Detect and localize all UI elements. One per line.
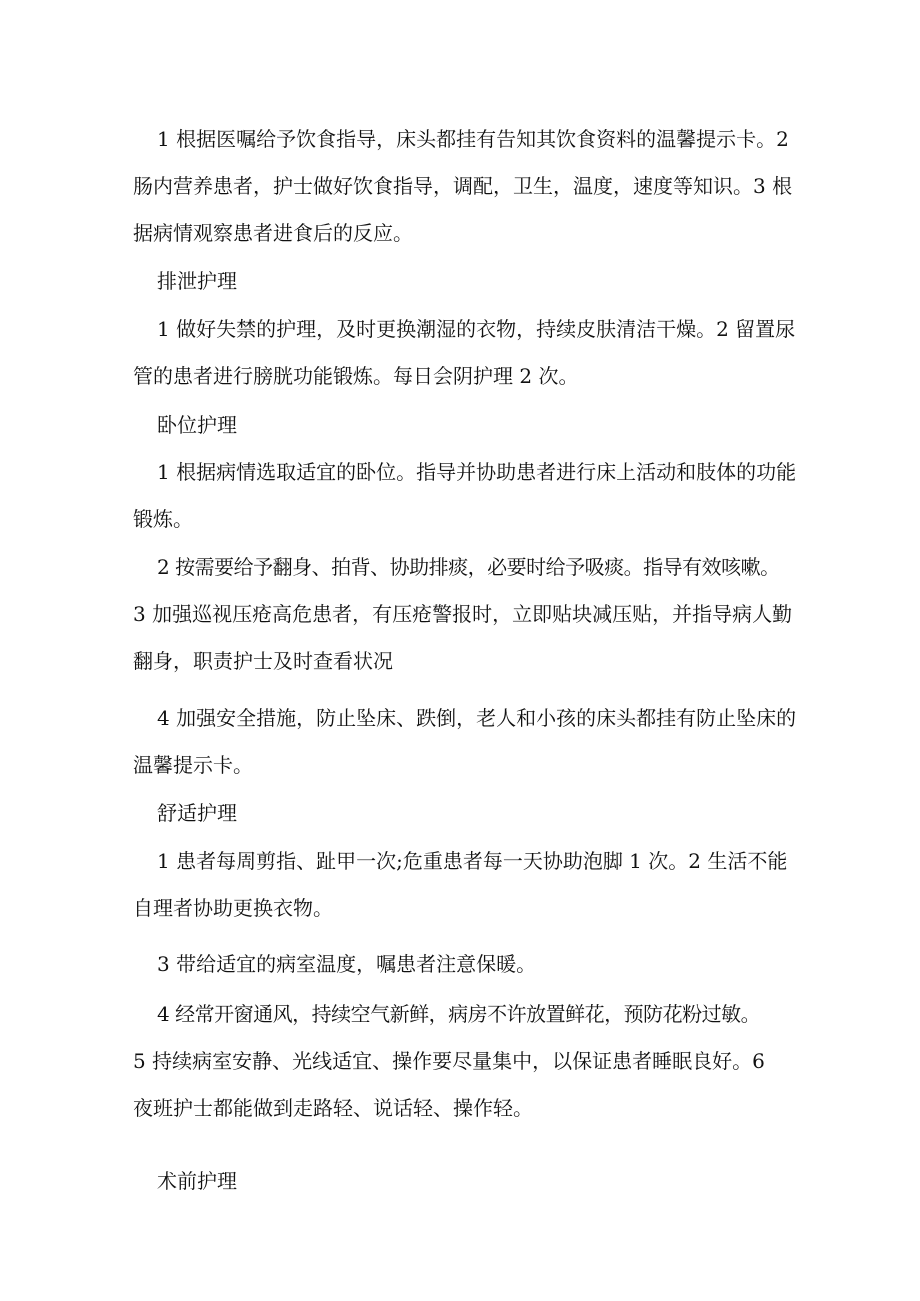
preop-heading: 术前护理 <box>157 1169 237 1193</box>
position-paragraph-3 <box>133 695 798 789</box>
comfort-p2-line-1: 3 带给适宜的病室温度，嘱患者注意保暖。 <box>157 952 537 976</box>
position-p2-line-2: 3 加强巡视压疮高危患者，有压疮警报时，立即贴块减压贴，并指导病人勤 <box>133 602 793 626</box>
comfort-paragraph-2 <box>133 941 798 988</box>
excretion-heading: 排泄护理 <box>157 269 237 293</box>
comfort-paragraph-1 <box>133 838 798 932</box>
comfort-p3-line-3: 夜班护士都能做到走路轻、说话轻、操作轻。 <box>133 1096 533 1120</box>
diet-line-1: 1 根据医嘱给予饮食指导，床头都挂有告知其饮食资料的温馨提示卡。2 <box>157 127 789 151</box>
position-p2-line-1: 2 按需要给予翻身、拍背、协助排痰，必要时给予吸痰。指导有效咳嗽。 <box>157 555 780 579</box>
position-p3-line-2: 温馨提示卡。 <box>133 753 253 777</box>
position-p2-line-3: 翻身，职责护士及时查看状况 <box>133 649 393 673</box>
excretion-paragraph <box>133 306 798 400</box>
position-paragraph-1 <box>133 449 798 543</box>
diet-line-3: 据病情观察患者进食后的反应。 <box>133 221 413 245</box>
diet-line-2: 肠内营养患者，护士做好饮食指导，调配，卫生，温度，速度等知识。3 根 <box>133 174 793 198</box>
position-heading: 卧位护理 <box>157 413 237 437</box>
comfort-p1-line-1: 1 患者每周剪指、趾甲一次;危重患者每一天协助泡脚 1 次。2 生活不能 <box>157 849 788 873</box>
excretion-line-1: 1 做好失禁的护理，及时更换潮湿的衣物，持续皮肤清洁干燥。2 留置尿 <box>157 317 796 341</box>
diet-paragraph <box>133 116 798 257</box>
position-p1-line-2: 锻炼。 <box>133 507 193 531</box>
comfort-paragraph-3 <box>133 991 798 1132</box>
position-paragraph-2 <box>133 544 798 685</box>
comfort-p3-line-2: 5 持续病室安静、光线适宜、操作要尽量集中，以保证患者睡眠良好。6 <box>133 1049 765 1073</box>
comfort-p1-line-2: 自理者协助更换衣物。 <box>133 896 333 920</box>
position-p1-line-1: 1 根据病情选取适宜的卧位。指导并协助患者进行床上活动和肢体的功能 <box>157 460 797 484</box>
position-p3-line-1: 4 加强安全措施，防止坠床、跌倒，老人和小孩的床头都挂有防止坠床的 <box>157 706 797 730</box>
comfort-heading: 舒适护理 <box>157 801 237 825</box>
excretion-line-2: 管的患者进行膀胱功能锻炼。每日会阴护理 2 次。 <box>133 364 579 388</box>
comfort-p3-line-1: 4 经常开窗通风，持续空气新鲜，病房不许放置鲜花，预防花粉过敏。 <box>157 1002 761 1026</box>
